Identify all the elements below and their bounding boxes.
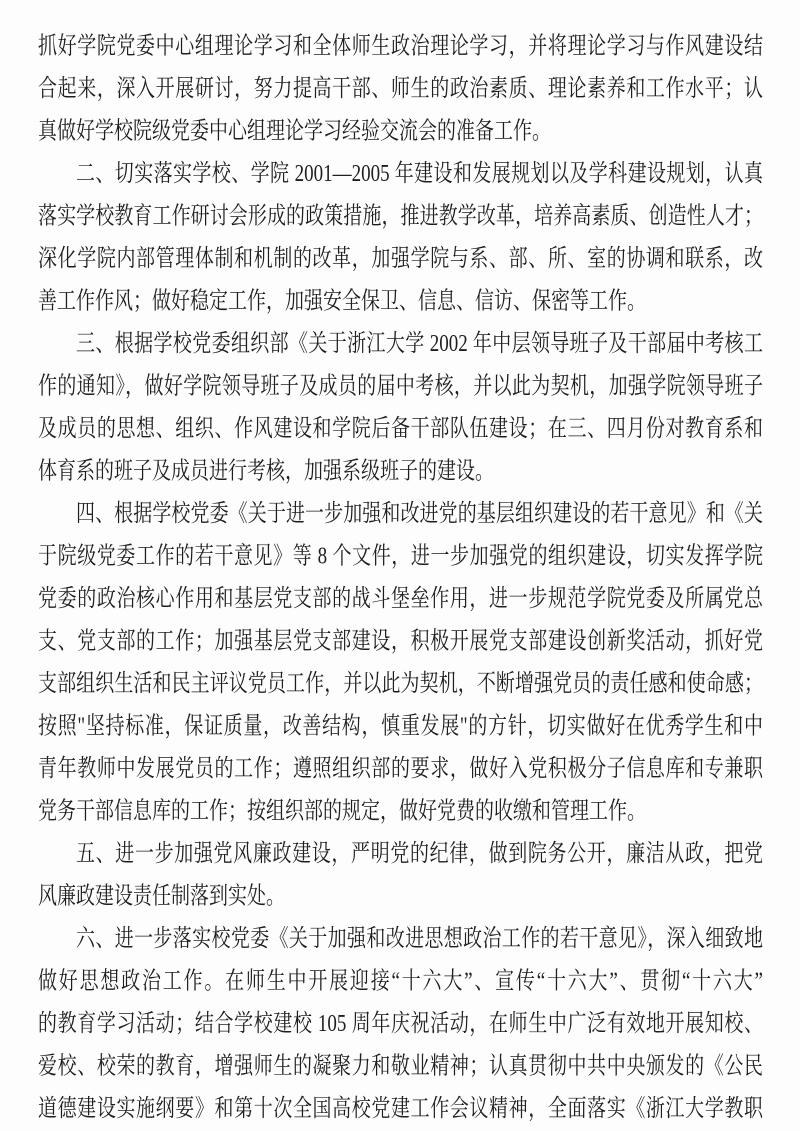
text-line: 的教育学习活动；结合学校建校 105 周年庆祝活动，在师生中广泛有效地开展知校、 (38, 1011, 763, 1038)
text-line: 合起来，深入开展研讨，努力提高干部、师生的政治素质、理论素养和工作水平；认 (38, 76, 763, 103)
text-line: 落实学校教育工作研讨会形成的政策措施，推进教学改革，培养高素质、创造性人才； (38, 203, 763, 230)
text-line: 真做好学校院级党委中心组理论学习经验交流会的准备工作。 (38, 118, 552, 145)
text-line: 二、切实落实学校、学院 2001—2005 年建设和发展规划以及学科建设规划，认真 (76, 161, 763, 188)
text-line: 五、进一步加强党风廉政建设，严明党的纪律，做到院务公开，廉洁从政，把党 (76, 841, 763, 868)
text-line: 作的通知》，做好学院领导班子及成员的届中考核，并以此为契机，加强学院领导班子 (38, 373, 763, 400)
text-line: 道德建设实施纲要》和第十次全国高校党建工作会议精神，全面落实《浙江大学教职 (38, 1096, 763, 1123)
text-line: 善工作作风；做好稳定工作，加强安全保卫、信息、信访、保密等工作。 (38, 288, 647, 315)
text-line: 四、根据学校党委《关于进一步加强和改进党的基层组织建设的若干意见》和《关 (76, 501, 763, 528)
text-line: 做好思想政治工作。在师生中开展迎接“十六大”、宣传“十六大”、贯彻“十六大” (38, 968, 763, 995)
text-line: 风廉政建设责任制落到实处。 (38, 883, 286, 910)
text-line: 及成员的思想、组织、作风建设和学院后备干部队伍建设；在三、四月份对教育系和 (38, 416, 763, 443)
text-line: 党务干部信息库的工作；按组织部的规定，做好党费的收缴和管理工作。 (38, 798, 647, 825)
document-body (38, 26, 763, 1131)
text-line: 青年教师中发展党员的工作；遵照组织部的要求，做好入党积极分子信息库和专兼职 (38, 756, 763, 783)
text-line: 爱校、校荣的教育，增强师生的凝聚力和敬业精神；认真贯彻中共中央颁发的《公民 (38, 1053, 763, 1080)
text-line: 支、党支部的工作；加强基层党支部建设，积极开展党支部建设创新奖活动，抓好党 (38, 628, 763, 655)
text-line: 抓好学院党委中心组理论学习和全体师生政治理论学习，并将理论学习与作风建设结 (38, 33, 763, 60)
text-line: 深化学院内部管理体制和机制的改革，加强学院与系、部、所、室的协调和联系，改 (38, 246, 763, 273)
text-line: 六、进一步落实校党委《关于加强和改进思想政治工作的若干意见》，深入细致地 (76, 926, 763, 953)
text-line: 体育系的班子及成员进行考核，加强系级班子的建设。 (38, 458, 495, 485)
text-line: 支部组织生活和民主评议党员工作，并以此为契机，不断增强党员的责任感和使命感； (38, 671, 763, 698)
text-line: 于院级党委工作的若干意见》等 8 个文件，进一步加强党的组织建设，切实发挥学院 (38, 543, 763, 570)
text-line: 按照"坚持标准，保证质量，改善结构，慎重发展"的方针，切实做好在优秀学生和中 (38, 713, 763, 740)
text-line: 党委的政治核心作用和基层党支部的战斗堡垒作用，进一步规范学院党委及所属党总 (38, 586, 763, 613)
text-line: 三、根据学校党委组织部《关于浙江大学 2002 年中层领导班子及干部届中考核工 (76, 331, 763, 358)
